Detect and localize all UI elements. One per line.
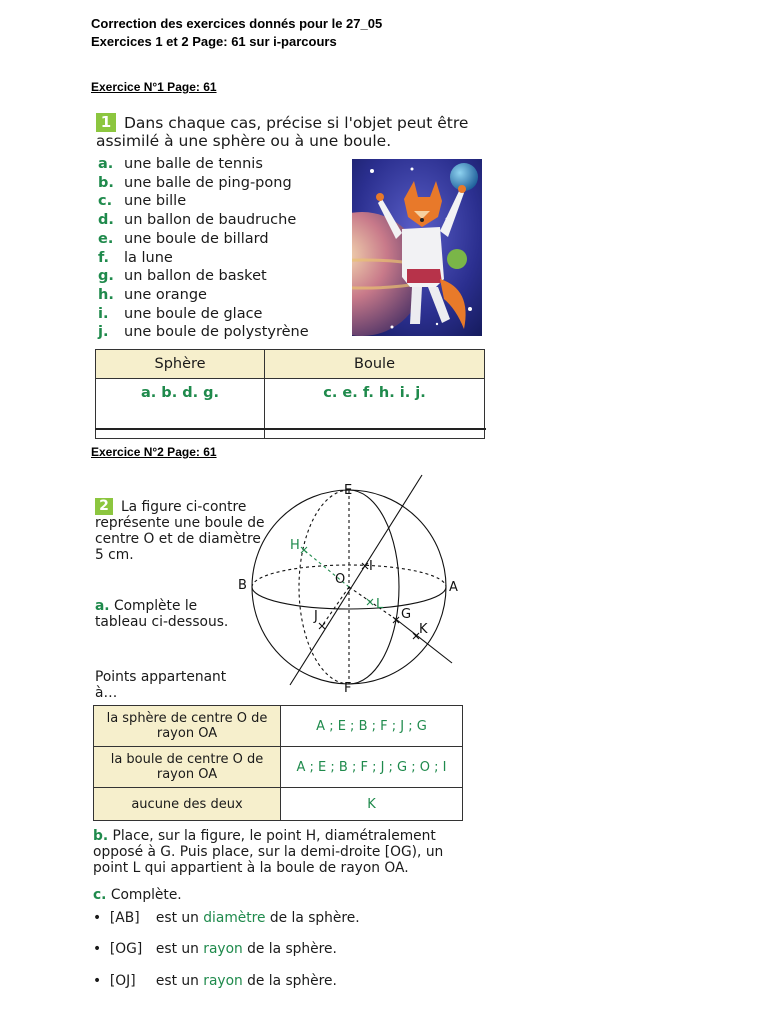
label-K: K: [419, 622, 428, 637]
points-label: Points appartenant à…: [95, 669, 227, 701]
doc-title-line2: Exercices 1 et 2 Page: 61 sur i-parcours: [91, 34, 337, 49]
exercise1-question: [96, 113, 496, 150]
answer-boule: c. e. f. h. i. j.: [265, 379, 485, 439]
label-A: A: [449, 580, 458, 595]
label-I: I: [369, 559, 373, 574]
list-item: • [OJ] est un rayon de la sphère.: [93, 973, 337, 989]
table-row: [94, 747, 463, 788]
exercise2-number-badge: 2: [95, 498, 113, 515]
list-item: j. une boule de polystyrène: [98, 324, 309, 341]
list-item: b. une balle de ping-pong: [98, 174, 292, 191]
list-item: • [OG] est un rayon de la sphère.: [93, 941, 337, 957]
exercise2-intro-lead: La figure ci-contre: [121, 499, 247, 515]
doc-title-line1: Correction des exercices donnés pour le 27_05: [91, 16, 383, 31]
table-bottom-rule: [95, 428, 486, 430]
table-row: [94, 706, 463, 747]
exercise1-heading: Exercice N°1 Page: 61: [91, 80, 217, 94]
label-O: O: [335, 572, 346, 587]
label-L: L: [376, 597, 384, 612]
answer-word: diamètre: [203, 910, 266, 926]
table-header-sphere: Sphère: [96, 350, 265, 379]
list-item: g. un ballon de basket: [98, 268, 267, 285]
label-G: G: [401, 607, 412, 622]
table-row: [94, 788, 463, 821]
exercise1-item-list: [98, 155, 309, 342]
exercise2-part-b: b. Place, sur la figure, le point H, diamétralement opposé à G. Puis place, sur la demi-droite [OG), un point L qui appartient à la boule de rayon OA.: [93, 828, 444, 876]
row-label: aucune des deux: [94, 788, 281, 821]
row-value: A ; E ; B ; F ; J ; G: [281, 706, 463, 747]
exercise2-intro-text: représente une boule de centre O et de diamètre 5 cm.: [95, 515, 265, 563]
list-item: d. un ballon de baudruche: [98, 212, 297, 229]
exercise2-part-a: a. Complète le tableau ci-dessous.: [95, 598, 229, 630]
fox-astronaut-illustration: [352, 159, 482, 336]
row-value: K: [281, 788, 463, 821]
list-item: • [AB] est un diamètre de la sphère.: [93, 910, 360, 926]
exercise1-number-badge: 1: [96, 113, 116, 132]
answer-word: rayon: [203, 973, 243, 989]
label-H: H: [290, 538, 300, 553]
label-F: F: [344, 681, 352, 696]
answer-sphere: a. b. d. g.: [96, 379, 265, 439]
list-item: e. une boule de billard: [98, 230, 269, 247]
exercise1-answer-table: [95, 349, 485, 439]
row-label: la boule de centre O de rayon OA: [94, 747, 281, 788]
sphere-figure: [232, 470, 472, 700]
label-B: B: [238, 578, 247, 593]
list-item: a. une balle de tennis: [98, 156, 263, 172]
list-item: h. une orange: [98, 286, 207, 303]
label-E: E: [344, 483, 353, 498]
row-value: A ; E ; B ; F ; J ; G ; O ; I: [281, 747, 463, 788]
list-item: i. une boule de glace: [98, 305, 263, 322]
exercise2-part-c: c. Complète.: [93, 887, 182, 903]
list-item: c. une bille: [98, 193, 187, 210]
answer-word: rayon: [203, 941, 243, 957]
table-header-boule: Boule: [265, 350, 485, 379]
exercise2-heading: Exercice N°2 Page: 61: [91, 445, 217, 459]
list-item: f. la lune: [98, 249, 173, 266]
exercise1-question-text: Dans chaque cas, précise si l'objet peut être assimilé à une sphère ou à une boule.: [96, 114, 469, 150]
exercise2-table: [93, 705, 463, 821]
row-label: la sphère de centre O de rayon OA: [94, 706, 281, 747]
label-J: J: [314, 609, 318, 624]
